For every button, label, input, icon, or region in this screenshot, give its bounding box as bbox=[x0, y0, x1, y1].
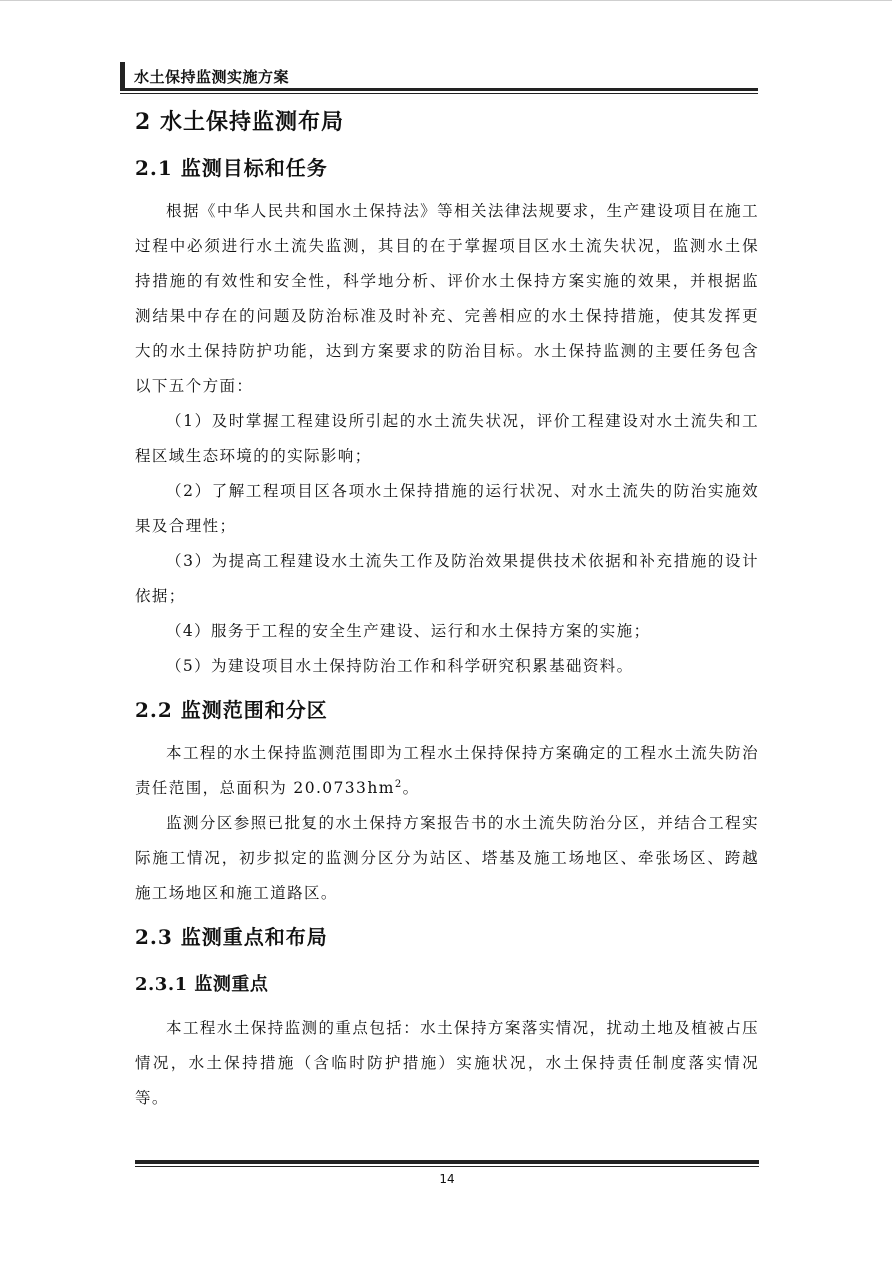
section-2-3-heading: 2.3 监测重点和布局 bbox=[135, 925, 328, 949]
page-content bbox=[135, 100, 759, 1116]
task-item-5: （5）为建设项目水土保持防治工作和科学研究积累基础资料。 bbox=[166, 657, 634, 675]
header-accent-bar bbox=[120, 62, 125, 90]
area-unit-superscript: 2 bbox=[394, 778, 403, 790]
section-2-2-heading: 2.2 监测范围和分区 bbox=[135, 698, 328, 722]
header-rule-thick bbox=[120, 88, 758, 91]
header-rule-thin bbox=[120, 93, 758, 94]
header-title: 水土保持监测实施方案 bbox=[134, 68, 290, 86]
chapter-heading: 2 水土保持监测布局 bbox=[135, 109, 344, 135]
section-2-1-heading: 2.1 监测目标和任务 bbox=[135, 156, 328, 180]
footer-rule-thin bbox=[135, 1166, 759, 1167]
top-border bbox=[0, 0, 892, 1]
footer-rule-thick bbox=[135, 1160, 759, 1164]
section-2-3-1-paragraph: 本工程水土保持监测的重点包括：水土保持方案落实情况，扰动土地及植被占压情况，水土保持措施（含临时防护措施）实施状况，水土保持责任制度落实情况等。 bbox=[135, 1019, 759, 1107]
section-2-3-1-heading: 2.3.1 监测重点 bbox=[135, 974, 269, 995]
task-item-3: （3）为提高工程建设水土流失工作及防治效果提供技术依据和补充措施的设计依据； bbox=[135, 552, 759, 605]
section-2-1-intro: 根据《中华人民共和国水土保持法》等相关法律法规要求，生产建设项目在施工过程中必须进行水土流失监测，其目的在于掌握项目区水土流失状况，监测水土保持措施的有效性和安全性，科学地分析、评价水土保持方案实施的效果，并根据监测结果中存在的问题及防治标准及时补充、完善相应的水土保持措施，使其发挥更大的水土保持防护功能，达到方案要求的防治目标。水土保持监测的主要任务包含以下五个方面： bbox=[135, 202, 759, 395]
section-2-2-paragraph-2: 监测分区参照已批复的水土保持方案报告书的水土流失防治分区，并结合工程实际施工情况，初步拟定的监测分区分为站区、塔基及施工场地区、牵张场区、跨越施工场地区和施工道路区。 bbox=[135, 814, 759, 902]
page-footer bbox=[135, 1160, 759, 1186]
task-item-4: （4）服务于工程的安全生产建设、运行和水土保持方案的实施； bbox=[166, 622, 651, 640]
area-text-end: 。 bbox=[402, 779, 420, 797]
area-text: 本工程的水土保持监测范围即为工程水土保持保持方案确定的工程水土流失防治责任范围，总面积为 20.0733hm bbox=[135, 744, 759, 797]
page-number: 14 bbox=[439, 1172, 455, 1186]
page-header bbox=[120, 62, 758, 92]
task-item-1: （1）及时掌握工程建设所引起的水土流失状况，评价工程建设对水土流失和工程区域生态环境的的实际影响； bbox=[135, 412, 759, 465]
section-2-2-paragraph-1 bbox=[135, 736, 759, 806]
task-item-2: （2）了解工程项目区各项水土保持措施的运行状况、对水土流失的防治实施效果及合理性； bbox=[135, 482, 759, 535]
